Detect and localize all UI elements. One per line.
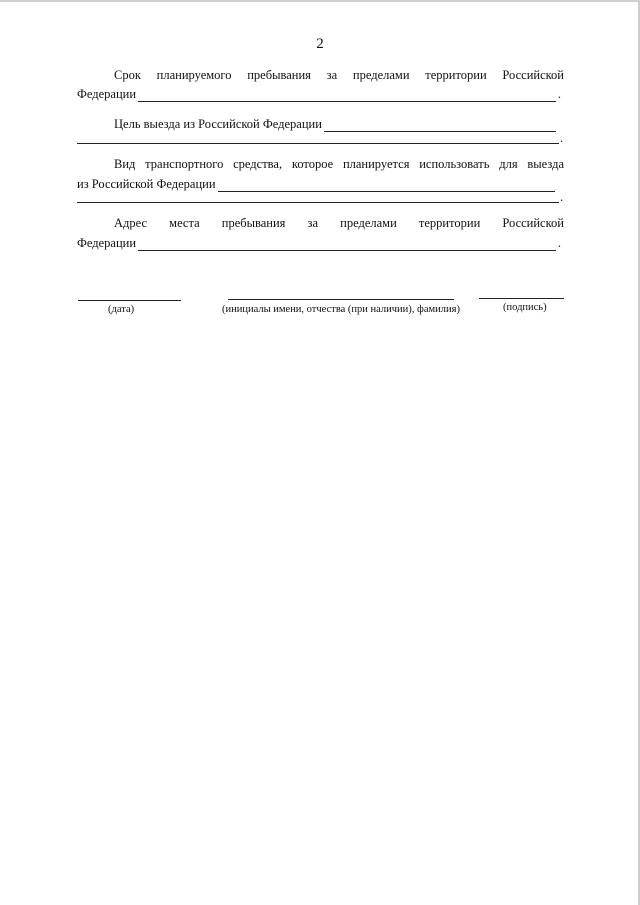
vehicle-input-line[interactable] <box>218 179 555 192</box>
name-caption: (инициалы имени, отчества (при наличии), фамилия) <box>222 304 460 315</box>
exit-purpose-field[interactable] <box>114 114 558 132</box>
vehicle-field[interactable] <box>77 174 557 192</box>
stay-period-end-mark: . <box>557 87 561 101</box>
date-line[interactable] <box>78 300 181 301</box>
exit-purpose-end-mark: . <box>560 131 564 145</box>
address-field[interactable] <box>77 233 561 251</box>
stay-period-label: Срок планируемого пребывания за пределами территории Российской <box>114 68 564 82</box>
exit-purpose-label: Цель выезда из Российской Федерации <box>114 117 322 131</box>
stay-period-input-line[interactable] <box>138 89 556 102</box>
address-label: Адрес места пребывания за пределами территории Российской <box>114 216 564 230</box>
page-edge-top <box>0 0 640 2</box>
address-label-cont: Федерации <box>77 236 137 250</box>
signature-line[interactable] <box>479 298 564 299</box>
exit-purpose-input-line-2[interactable] <box>77 143 559 144</box>
signature-caption: (подпись) <box>503 302 547 313</box>
address-end-mark: . <box>557 236 561 250</box>
date-caption: (дата) <box>108 304 135 315</box>
name-line[interactable] <box>228 299 454 300</box>
stay-period-label-cont: Федерации <box>77 87 137 101</box>
vehicle-label-cont: из Российской Федерации <box>77 177 216 191</box>
vehicle-end-mark: . <box>560 190 564 204</box>
address-input-line[interactable] <box>138 238 556 251</box>
vehicle-label: Вид транспортного средства, которое планируется использовать для выезда <box>114 157 564 171</box>
stay-period-field[interactable] <box>77 84 561 102</box>
page-number: 2 <box>316 36 324 52</box>
exit-purpose-input-line[interactable] <box>324 119 556 132</box>
vehicle-input-line-2[interactable] <box>77 202 559 203</box>
